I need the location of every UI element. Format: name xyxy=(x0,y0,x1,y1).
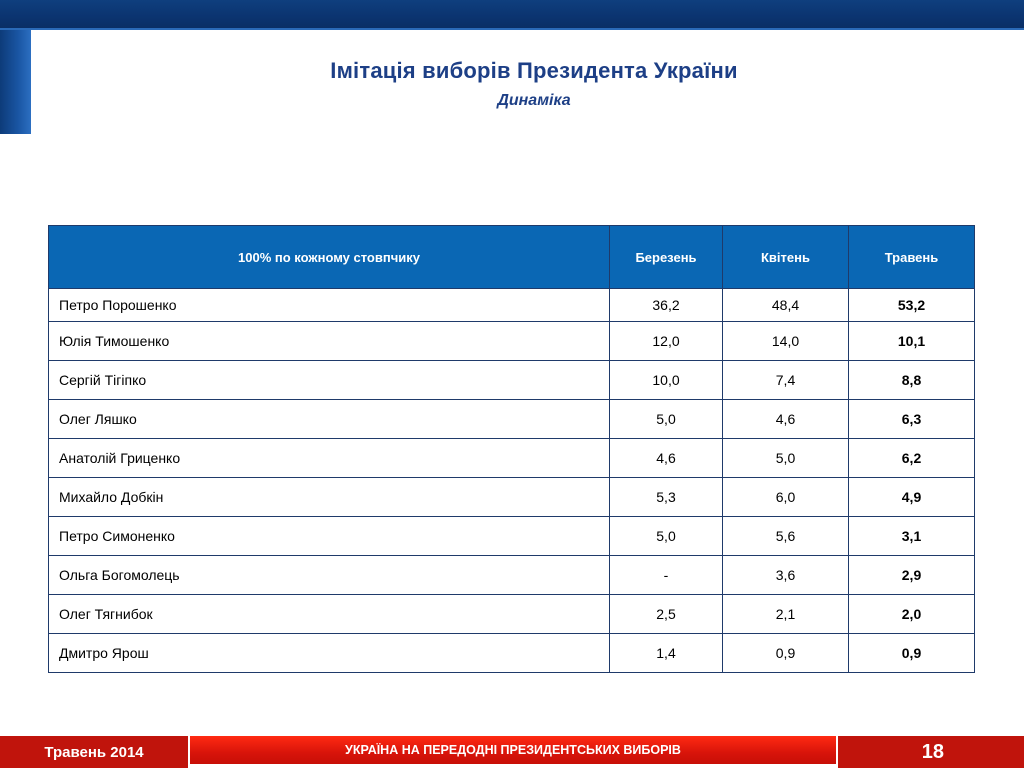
value-april: 14,0 xyxy=(723,322,849,361)
footer-date: Травень 2014 xyxy=(0,736,188,768)
value-april: 4,6 xyxy=(723,400,849,439)
value-march: 5,0 xyxy=(610,517,723,556)
candidate-name: Олег Ляшко xyxy=(49,400,610,439)
value-april: 0,9 xyxy=(723,634,849,673)
value-april: 5,6 xyxy=(723,517,849,556)
value-march: 1,4 xyxy=(610,634,723,673)
table-header-row xyxy=(49,226,975,289)
candidate-name: Дмитро Ярош xyxy=(49,634,610,673)
candidate-name: Юлія Тимошенко xyxy=(49,322,610,361)
footer-banner: УКРАЇНА НА ПЕРЕДОДНІ ПРЕЗИДЕНТСЬКИХ ВИБОРІВ xyxy=(190,736,836,764)
value-april: 7,4 xyxy=(723,361,849,400)
table-row xyxy=(49,556,975,595)
candidate-name: Олег Тягнибок xyxy=(49,595,610,634)
value-march: 5,3 xyxy=(610,478,723,517)
column-header-march: Березень xyxy=(610,226,723,289)
table-row xyxy=(49,595,975,634)
value-march: - xyxy=(610,556,723,595)
results-table xyxy=(48,225,975,673)
value-may: 10,1 xyxy=(849,322,975,361)
value-april: 6,0 xyxy=(723,478,849,517)
page-number: 18 xyxy=(838,736,1024,768)
candidate-name: Анатолій Гриценко xyxy=(49,439,610,478)
value-may: 53,2 xyxy=(849,289,975,322)
value-april: 2,1 xyxy=(723,595,849,634)
value-may: 4,9 xyxy=(849,478,975,517)
table-row xyxy=(49,439,975,478)
value-may: 6,3 xyxy=(849,400,975,439)
value-may: 2,9 xyxy=(849,556,975,595)
slide-title: Імітація виборів Президента України xyxy=(330,58,738,83)
column-header-basis: 100% по кожному стовпчику xyxy=(49,226,610,289)
table-row xyxy=(49,517,975,556)
value-march: 2,5 xyxy=(610,595,723,634)
value-march: 36,2 xyxy=(610,289,723,322)
candidate-name: Ольга Богомолець xyxy=(49,556,610,595)
table-row xyxy=(49,478,975,517)
value-may: 3,1 xyxy=(849,517,975,556)
footer-bar xyxy=(0,736,1024,768)
value-may: 0,9 xyxy=(849,634,975,673)
value-march: 4,6 xyxy=(610,439,723,478)
top-header-bar xyxy=(0,0,1024,30)
column-header-april: Квітень xyxy=(723,226,849,289)
table-row xyxy=(49,634,975,673)
value-april: 5,0 xyxy=(723,439,849,478)
column-header-may: Травень xyxy=(849,226,975,289)
value-may: 6,2 xyxy=(849,439,975,478)
value-may: 8,8 xyxy=(849,361,975,400)
slide-subtitle: Динаміка xyxy=(497,92,571,109)
table-row xyxy=(49,361,975,400)
candidate-name: Петро Порошенко xyxy=(49,289,610,322)
value-march: 5,0 xyxy=(610,400,723,439)
table-row xyxy=(49,400,975,439)
candidate-name: Михайло Добкін xyxy=(49,478,610,517)
value-may: 2,0 xyxy=(849,595,975,634)
table-row xyxy=(49,289,975,322)
value-april: 3,6 xyxy=(723,556,849,595)
candidate-name: Петро Симоненко xyxy=(49,517,610,556)
value-march: 10,0 xyxy=(610,361,723,400)
value-march: 12,0 xyxy=(610,322,723,361)
candidate-name: Сергій Тігіпко xyxy=(49,361,610,400)
value-april: 48,4 xyxy=(723,289,849,322)
table-row xyxy=(49,322,975,361)
